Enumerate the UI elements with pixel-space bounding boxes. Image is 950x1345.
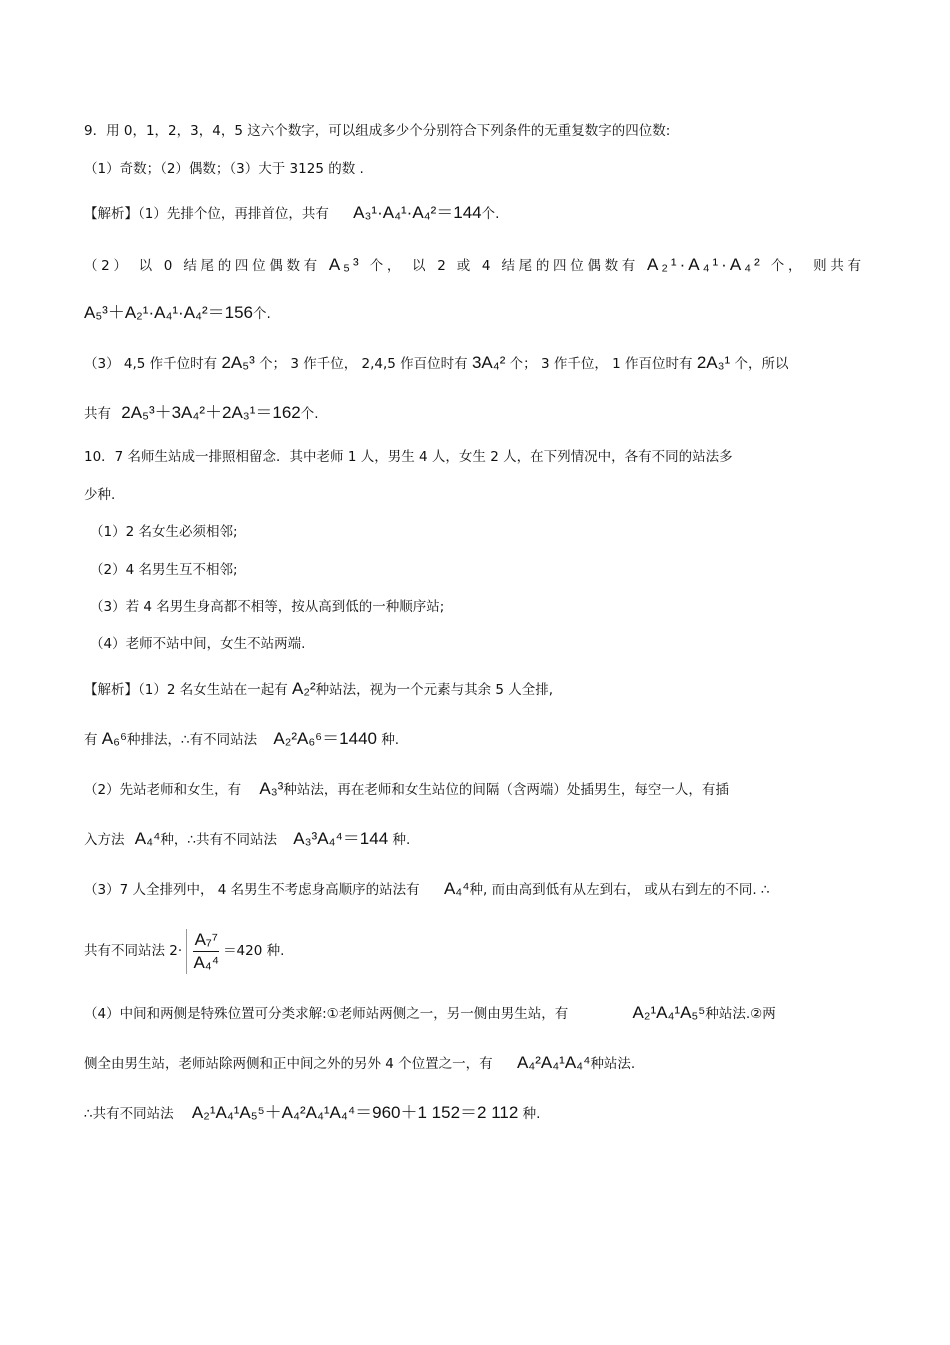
q10-title-line2: 少种.: [84, 487, 116, 503]
q10-a3-fraction-denominator: A₄⁴: [193, 952, 220, 972]
q10-a2-formula-1: A₃³: [259, 779, 284, 798]
q9-answer-3-line1: [84, 354, 864, 373]
q10-a2-pre: （2）先站老师和女生，有: [84, 782, 242, 798]
q9-a1-formula: A₃¹·A₄¹·A₄²＝144: [353, 203, 482, 222]
q10-a4-l2-pre: 侧全由男生站，老师站除两侧和正中间之外的另外 4 个位置之一，有: [84, 1056, 493, 1072]
q10-a1-post: 种站法，视为一个元素与其余 5 人全排,: [315, 682, 554, 698]
q9-a3-seg-1: （3） 4,5 作千位时有: [84, 356, 218, 372]
q9-answer-3-line2: [84, 404, 864, 423]
q10-answer-1-line2: [84, 730, 864, 749]
q10-answer-1-line1: [84, 680, 864, 699]
q10-answer-2-line2: [84, 830, 864, 849]
q10-a4-pre: （4）中间和两侧是特殊位置可分类求解:①老师站两侧之一，另一侧由男生站，有: [84, 1006, 569, 1022]
q9-a3-formula-2: 3A₄²: [471, 353, 506, 372]
q9-a1-unit: 个.: [481, 206, 500, 222]
q10-a1-pre: 【解析】（1）2 名女生站在一起有: [84, 682, 288, 698]
q9-a2-pre: （2） 以 0 结尾的四位偶数有: [84, 258, 321, 274]
q10-answer-3-line2: [84, 926, 864, 976]
q9-a3-total-formula: 2A₅³＋3A₄²＋2A₃¹＝162: [121, 403, 301, 422]
q10-answer-4-line2: [84, 1054, 864, 1073]
q10-a4-formula-2: A₄²A₄¹A₄⁴: [516, 1053, 591, 1072]
q10-answer-4-line3: [84, 1104, 864, 1123]
q10-a3-pre: （3）7 人全排列中， 4 名男生不考虑身高顺序的站法有: [84, 882, 420, 898]
q9-answer-1: [84, 204, 864, 223]
q10-part-2: （2）4 名男生互不相邻;: [90, 562, 238, 578]
q9-a1-text: 【解析】（1）先排个位，再排首位，共有: [84, 206, 329, 222]
q9-a3-seg-4: 个，所以: [734, 356, 789, 372]
q10-a3-fraction-numerator: A₇⁷: [193, 929, 219, 952]
q9-a3-formula-3: 2A₃¹: [696, 353, 731, 372]
q10-a2-l2-post: 种.: [392, 832, 411, 848]
q10-a2-l2-mid: 种，∴共有不同站法: [160, 832, 277, 848]
q10-answer-3-line1: [84, 880, 864, 899]
q10-a4-l3-pre: ∴共有不同站法: [84, 1106, 174, 1122]
q10-a1-formula-2: A₆⁶: [101, 729, 127, 748]
q9-answer-2-line2: [84, 304, 864, 323]
q10-answer-2-line1: [84, 780, 864, 799]
q10-a3-formula-1: A₄⁴: [443, 879, 470, 898]
q9-a2-mid: 个， 以 2 或 4 结尾的四位偶数有: [369, 258, 639, 274]
q9-answer-2-line1: [84, 256, 864, 275]
q10-part-4: （4）老师不站中间，女生不站两端.: [90, 636, 306, 652]
q10-a4-l2-post: 种站法.: [590, 1056, 636, 1072]
q10-part-1: （1）2 名女生必须相邻;: [90, 524, 238, 540]
q10-a4-post: 种站法.②两: [705, 1006, 776, 1022]
q9-a2-unit: 个.: [253, 306, 271, 322]
q9-a3-total-pre: 共有: [84, 406, 111, 422]
q10-a1-formula-3: A₂²A₆⁶＝1440: [273, 729, 378, 748]
q10-a4-formula-1: A₂¹A₄¹A₅⁵: [632, 1003, 706, 1022]
q9-a2-formula-2: A₂¹·A₄¹·A₄²: [646, 255, 763, 274]
q10-a2-formula-3: A₃³A₄⁴＝144: [293, 829, 389, 848]
q9-a2-formula-1: A₅³: [328, 255, 362, 274]
q10-title-line1: 10．7 名师生站成一排照相留念．其中老师 1 人，男生 4 人，女生 2 人，在下列情况中，各有不同的站法多: [84, 449, 733, 465]
q10-a1-l2-pre: 有: [84, 732, 98, 748]
q9-a2-formula-3: A₅³＋A₂¹·A₄¹·A₄²＝156: [84, 303, 254, 322]
q10-a2-formula-2: A₄⁴: [134, 829, 161, 848]
q10-answer-4-line1: [84, 1004, 864, 1023]
q9-a3-seg-2: 个； 3 作千位， 2,4,5 作百位时有: [259, 356, 468, 372]
q10-a3-l2-pre: 共有不同站法 2·: [84, 943, 183, 959]
q10-a4-formula-3: A₂¹A₄¹A₅⁵＋A₄²A₄¹A₄⁴＝960＋1 152＝2 112: [191, 1103, 519, 1122]
q10-a1-l2-post: 种.: [381, 732, 400, 748]
q10-a2-post: 种站法，再在老师和女生站位的间隔（含两端）处插男生，每空一人，有插: [283, 782, 729, 798]
q10-a1-l2-mid: 种排法，∴有不同站法: [127, 732, 258, 748]
q10-a1-formula-1: A₂²: [292, 679, 316, 698]
q9-a3-formula-1: 2A₅³: [221, 353, 255, 372]
q10-a3-fraction: [186, 929, 223, 974]
q9-parts: （1）奇数；（2）偶数；（3）大于 3125 的数 .: [84, 161, 364, 177]
q9-a2-post: 个， 则共有: [770, 258, 865, 274]
q10-a2-l2-pre: 入方法: [84, 832, 125, 848]
q10-a3-l2-post: ＝420 种.: [223, 943, 285, 959]
q10-a4-l3-post: 种.: [518, 1106, 541, 1122]
q10-a3-post: 种, 而由高到低有从左到右， 或从右到左的不同. ∴: [469, 882, 770, 898]
q9-title: 9．用 0，1，2，3，4，5 这六个数字，可以组成多少个分别符合下列条件的无重复数字的四位数:: [84, 123, 671, 139]
q9-a3-seg-3: 个； 3 作千位， 1 作百位时有: [509, 356, 693, 372]
q10-part-3: （3）若 4 名男生身高都不相等，按从高到低的一种顺序站;: [90, 599, 445, 615]
q9-a3-total-unit: 个.: [300, 406, 319, 422]
